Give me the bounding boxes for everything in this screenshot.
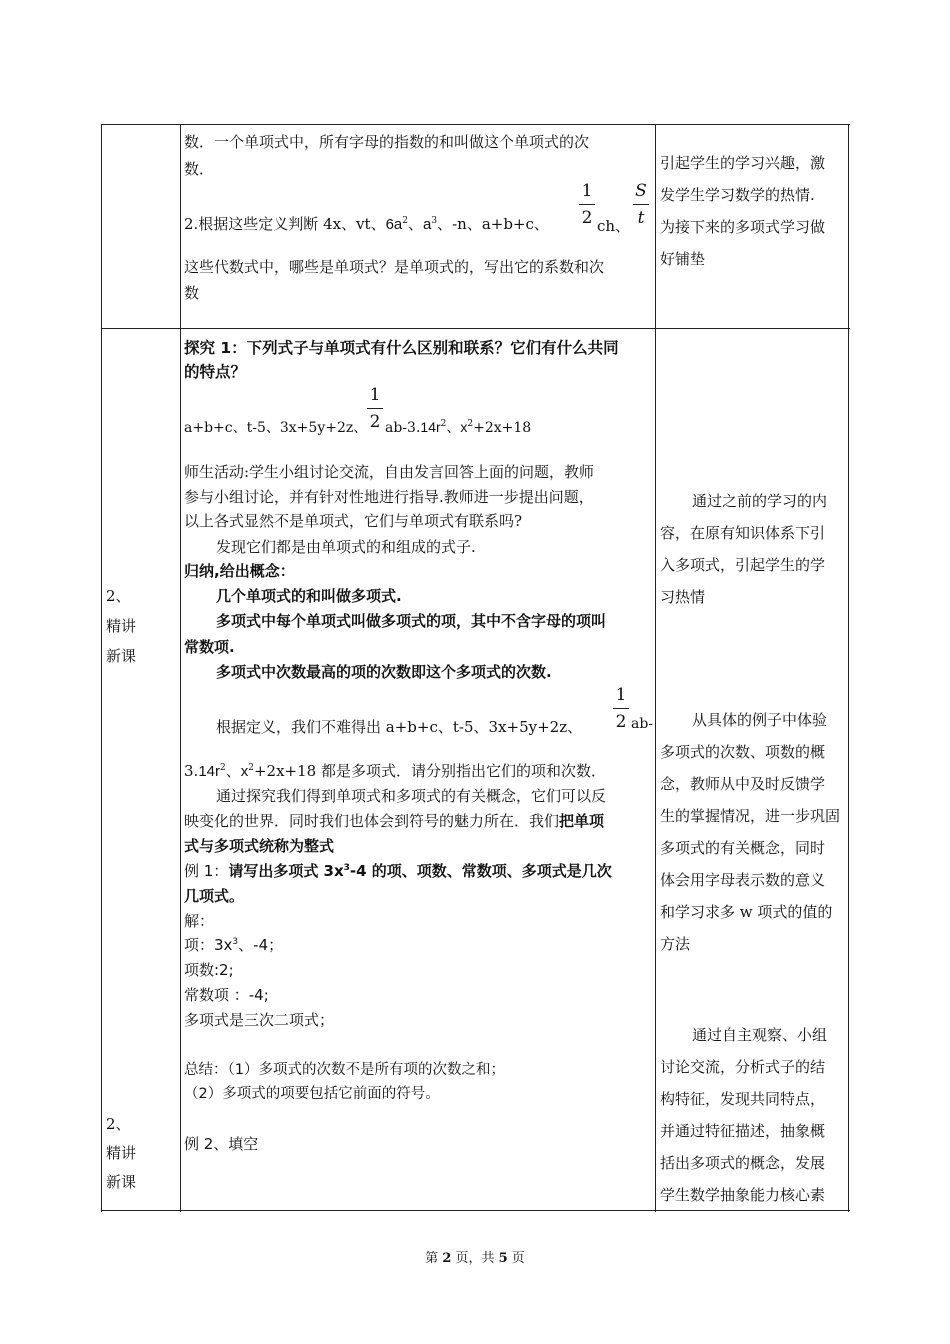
intent-top-line-4: 好铺垫 <box>660 250 706 268</box>
footer-page-number: 2 <box>442 1251 452 1266</box>
question-2-line-3: 数 <box>184 284 200 302</box>
intent-mid-2-line-8: 方法 <box>660 935 691 953</box>
terms-b: 、-4； <box>238 936 284 954</box>
summary-title: 归纳,给出概念： <box>184 562 295 580</box>
q2-text-a: 2.根据这些定义判断 4x、vt、 <box>184 215 386 233</box>
intent-mid-3-line-4: 并通过特征描述，抽象概 <box>660 1122 826 1140</box>
expr-d: 、 <box>446 420 461 436</box>
example-1-line-2: 几项式。 <box>184 887 245 905</box>
footer-prefix: 第 <box>425 1251 443 1266</box>
q2-text-e: 、-n、a+b+c、 <box>437 215 549 233</box>
intent-mid-3-line-6: 学生数学抽象能力核心素 <box>660 1186 826 1204</box>
according-line-2 <box>184 760 606 781</box>
expr-b: ab-3. <box>385 420 421 436</box>
activity-line-2: 参与小组讨论，并有针对性地进行指导.教师进一步提出问题， <box>184 488 594 506</box>
solution-terms <box>184 934 283 955</box>
intent-mid-1-line-4: 习热情 <box>660 588 706 606</box>
example-2-heading: 例 2、填空 <box>184 1135 259 1153</box>
definition-term-line-1: 多项式中每个单项式叫做多项式的项，其中不含字母的项叫 <box>216 612 607 630</box>
fraction-bar <box>367 408 383 409</box>
definition-term-line-2: 常数项. <box>184 638 235 656</box>
fraction-denominator: t <box>637 208 645 228</box>
q2-sep: 、 <box>408 215 424 233</box>
expr-e-exponent: 2 <box>467 419 474 429</box>
definition-line-1: 数．一个单项式中，所有字母的指数的和叫做这个单项式的次 <box>184 133 590 151</box>
ex1-label: 例 1： <box>184 862 229 880</box>
summary-line-2: （2）多项式的项要包括它前面的符号。 <box>184 1086 440 1102</box>
expr-a: a+b+c、t-5、3x+5y+2z、 <box>184 420 368 436</box>
acc-a: 3. <box>184 762 199 780</box>
intent-mid-3-line-5: 括出多项式的概念，发展 <box>660 1154 826 1172</box>
example-1-line-1 <box>184 860 612 881</box>
terms-a: 项：3x <box>184 936 233 954</box>
solution-constant: 常数项 ：-4; <box>184 986 269 1004</box>
fraction-bar <box>633 204 649 205</box>
section-2-label-line-1: 精讲 <box>106 1144 137 1162</box>
fraction-one-half <box>579 180 595 229</box>
solution-kind: 多项式是三次二项式； <box>184 1011 335 1029</box>
table-row-divider <box>101 328 850 329</box>
section-2-label-line-2: 新课 <box>106 1173 137 1191</box>
table-col1-divider <box>180 124 181 1212</box>
intent-mid-2-line-4: 生的掌握情况，进一步巩固 <box>660 807 841 825</box>
intent-mid-2-line-5: 多项式的有关概念，同时 <box>660 839 826 857</box>
explore-heading-line-2: 的特点？ <box>184 363 247 381</box>
q2-6a2: 6a <box>385 216 403 233</box>
definition-line-2: 数． <box>184 160 215 178</box>
ex1-prompt-b: -4 的项、项数、常数项、多项式是几次 <box>349 862 612 880</box>
fraction-numerator: 1 <box>615 685 627 705</box>
section-number: 2、 <box>106 587 131 605</box>
intent-mid-1-line-3: 入多项式，引起学生的学 <box>660 556 826 574</box>
definition-polynomial: 几个单项式的和叫做多项式. <box>216 587 402 605</box>
q2-a3-exponent: 3 <box>431 216 438 226</box>
section-label-line-1: 精讲 <box>106 617 137 635</box>
intent-mid-3-line-2: 讨论交流，分析式子的结 <box>660 1058 826 1076</box>
activity-line-3: 以上各式显然不是单项式，它们与单项式有联系吗? <box>184 512 523 530</box>
intent-mid-2-line-7: 和学习求多 w 项式的值的 <box>660 903 833 921</box>
expr-f: +2x+18 <box>473 420 532 436</box>
fraction-denominator: 2 <box>581 208 593 228</box>
terms-exponent: 3 <box>232 937 239 947</box>
fraction-bar <box>579 204 595 205</box>
intent-top-line-1: 引起学生的学习兴趣，激 <box>660 154 826 172</box>
question-2-line-1 <box>184 213 549 234</box>
q2-6a2-exponent: 2 <box>402 216 409 226</box>
table-top-border <box>101 124 850 125</box>
table-left-border <box>101 124 102 1212</box>
intent-top-line-3: 为接下来的多项式学习做 <box>660 218 826 236</box>
fraction-denominator: 2 <box>615 712 627 732</box>
intent-mid-1-line-1: 通过之前的学习的内 <box>692 492 828 510</box>
intent-mid-1-line-2: 容，在原有知识体系下引 <box>660 524 826 542</box>
through-line-2 <box>184 810 604 831</box>
acc-d-exponent: 2 <box>248 763 254 773</box>
fraction-numerator: 1 <box>369 385 381 405</box>
table-right-border <box>848 124 849 1212</box>
activity-line-4: 发现它们都是由单项式的和组成的式子. <box>216 538 476 556</box>
fraction-denominator: 2 <box>369 412 381 432</box>
section-label-line-2: 新课 <box>106 647 137 665</box>
footer-suffix: 页 <box>507 1251 525 1266</box>
expression-list-rest <box>385 417 531 437</box>
ex1-prompt-a: 请写出多项式 3x <box>228 862 344 880</box>
q2-a3: a <box>423 216 432 233</box>
expr-c-exponent: 2 <box>440 419 447 429</box>
according-ab: ab- <box>631 716 654 732</box>
solution-label: 解： <box>184 912 215 930</box>
intent-mid-2-line-3: 念，教师从中及时反馈学 <box>660 775 826 793</box>
intent-mid-3-line-1: 通过自主观察、小组 <box>692 1026 828 1044</box>
according-line-1: 根据定义，我们不难得出 a+b+c、t-5、3x+5y+2z、 <box>216 718 583 736</box>
definition-degree: 多项式中次数最高的项的次数即这个多项式的次数. <box>216 663 552 681</box>
ex1-exponent: 3 <box>343 863 350 873</box>
solution-count: 项数:2; <box>184 961 234 979</box>
fraction-numerator: S <box>635 181 647 201</box>
fraction-s-over-t <box>633 180 649 229</box>
through-line-3: 式与多项式统称为整式 <box>184 837 335 855</box>
fraction-bar <box>613 708 629 709</box>
table-bottom-border <box>101 1210 850 1211</box>
acc-b: 14r <box>198 763 220 780</box>
summary-line-1: 总结：（1）多项式的次数不是所有项的次数之和； <box>184 1062 505 1078</box>
expression-list <box>184 417 367 437</box>
through-line-1: 通过探究我们得到单项式和多项式的有关概念，它们可以反 <box>216 787 607 805</box>
question-2-line-2: 这些代数式中，哪些是单项式？是单项式的，写出它的系数和次 <box>184 258 605 276</box>
acc-b-exponent: 2 <box>220 763 226 773</box>
fraction-numerator: 1 <box>581 181 593 201</box>
through-l2-bold: 把单项 <box>559 812 605 830</box>
footer-total-pages: 5 <box>498 1251 508 1266</box>
intent-top-line-2: 发学生学习数学的热情. <box>660 186 815 204</box>
activity-line-1: 师生活动:学生小组讨论交流，自由发言回答上面的问题，教师 <box>184 463 595 481</box>
explore-heading-line-1: 探究 1：下列式子与单项式有什么区别和联系？它们有什么共同 <box>184 339 619 357</box>
section-2-number: 2、 <box>106 1115 131 1133</box>
intent-mid-3-line-3: 构特征，发现共同特点， <box>660 1090 826 1108</box>
through-l2-text: 映变化的世界．同时我们也体会到符号的魅力所在．我们 <box>184 812 560 830</box>
intent-mid-2-line-6: 体会用字母表示数的意义 <box>660 871 826 889</box>
q2-ch: ch、 <box>597 217 631 235</box>
fraction-one-half <box>367 384 383 433</box>
page-footer <box>0 1247 950 1266</box>
expr-e: x <box>460 419 468 435</box>
expr-c: 14r <box>420 419 441 435</box>
footer-middle: 页，共 <box>451 1251 499 1266</box>
acc-e: +2x+18 都是多项式．请分别指出它们的项和次数． <box>253 762 606 780</box>
intent-mid-2-line-2: 多项式的次数、项数的概 <box>660 743 826 761</box>
fraction-one-half <box>613 684 629 733</box>
table-col2-divider <box>655 124 656 1212</box>
acc-d: x <box>240 763 249 780</box>
acc-c: 、 <box>225 762 241 780</box>
intent-mid-2-line-1: 从具体的例子中体验 <box>692 711 828 729</box>
